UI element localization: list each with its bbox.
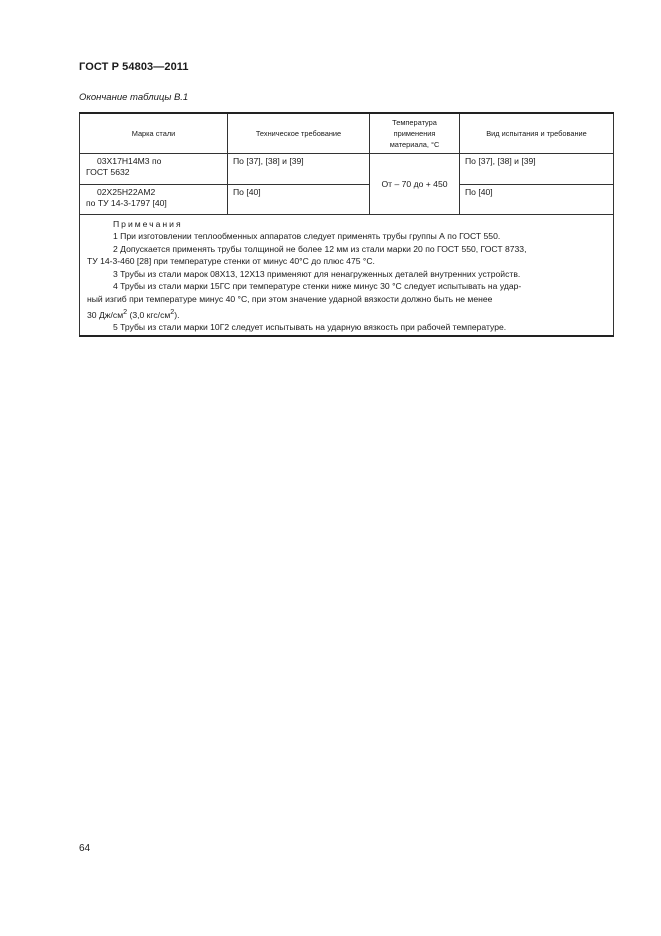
grade-line: 02Х25Н22АМ2 — [97, 186, 156, 197]
test-cell: По [40] — [460, 184, 614, 214]
table-row — [80, 184, 614, 214]
table-row — [80, 153, 614, 184]
superscript: 2 — [123, 307, 128, 316]
requirement-cell: По [37], [38] и [39] — [228, 153, 370, 184]
notes-block — [80, 214, 614, 336]
column-header-test: Вид испытания и требование — [460, 113, 614, 153]
grade-line: ГОСТ 5632 — [86, 166, 130, 177]
temperature-cell: От – 70 до + 450 — [370, 153, 460, 214]
note-3: 3 Трубы из стали марок 08Х13, 12Х13 применяют для ненагруженных деталей внутренних устройств. — [113, 268, 521, 279]
note-5: 5 Трубы из стали марки 10Г2 следует испытывать на ударную вязкость при рабочей температуре. — [113, 322, 507, 333]
note-1: 1 При изготовлении теплообменных аппаратов следует применять трубы группы А по ГОСТ 550. — [113, 231, 501, 242]
grade-cell — [80, 153, 228, 184]
column-header-grade: Марка стали — [80, 113, 228, 153]
table-caption: Окончание таблицы В.1 — [79, 92, 189, 103]
column-header-temperature: Температура применения материала, °С — [370, 113, 460, 153]
test-cell: По [37], [38] и [39] — [460, 153, 614, 184]
grade-line: 03Х17Н14М3 по — [97, 155, 162, 166]
note-4: 4 Трубы из стали марки 15ГС при температуре стенки ниже минус 30 °С следует испытывать на удар- — [113, 281, 522, 292]
impact-value-alt: (3,0 кгс/см — [127, 309, 171, 320]
note-2: 2 Допускается применять трубы толщиной не более 12 мм из стали марки 20 по ГОСТ 550, ГОСТ 8733, — [113, 243, 527, 254]
document-title: ГОСТ Р 54803—2011 — [79, 61, 189, 73]
note-2-continued: ТУ 14-3-460 [28] при температуре стенки от минус 40°С до плюс 475 °С. — [87, 256, 375, 267]
steel-table — [79, 112, 614, 337]
note-4-continued: ный изгиб при температуре минус 40 °С, при этом значение ударной вязкости должно быть не менее — [87, 294, 493, 305]
grade-line: по ТУ 14-3-1797 [40] — [86, 197, 167, 208]
page-number: 64 — [79, 843, 91, 854]
grade-cell — [80, 184, 228, 214]
notes-title: Примечания — [113, 218, 183, 229]
requirement-cell: По [40] — [228, 184, 370, 214]
impact-value: 30 Дж/см — [87, 309, 124, 320]
note-4-end: ). — [174, 309, 180, 320]
superscript: 2 — [170, 307, 175, 316]
note-4-value — [87, 306, 606, 321]
column-header-requirement: Техническое требование — [228, 113, 370, 153]
